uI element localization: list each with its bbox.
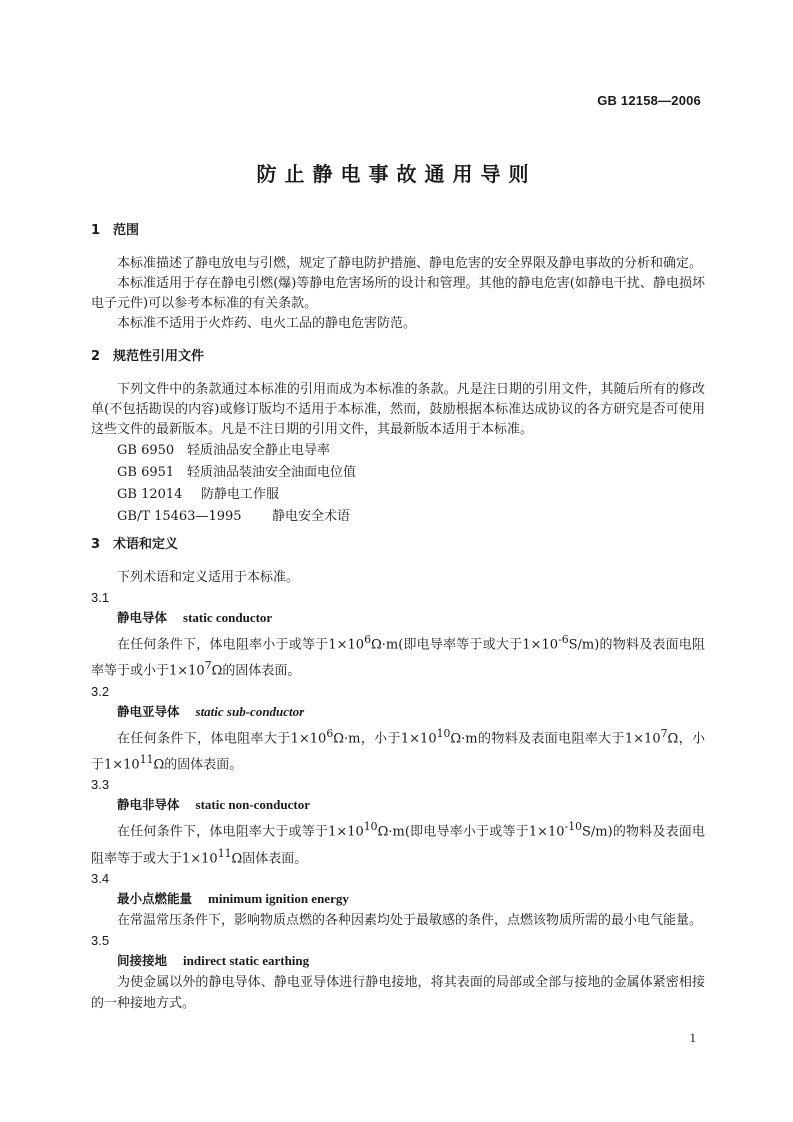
reference-code: GB 6951 — [117, 465, 175, 480]
paragraph: 本标准适用于存在静电引燃(爆)等静电危害场所的设计和管理。其他的静电危害(如静电干扰、静电损坏电子元件)可以参考本标准的有关条款。 — [91, 276, 705, 311]
term-definition: 在任何条件下，体电阻率小于或等于$1\times 10^6\Omega\cdot m$(即电导率等于或大于$1\times 10^{-6}S/m$)的物料及表面电阻率等于或小于$1\times 10^7\Omega$的固体表面。 — [91, 633, 706, 679]
term-heading — [91, 888, 705, 910]
section-number: 2 — [91, 349, 101, 364]
clause-number: 3.5 — [91, 932, 110, 948]
term-zh: 静电导体 — [117, 610, 168, 625]
term-heading — [91, 794, 705, 816]
term-definition: 在任何条件下，体电阻率大于$1\times 10^6\Omega\cdot m$，小于$1\times 10^{10}\Omega\cdot m$的物料及表面电阻率大于$1\times 10^7\Omega$，小于$1\times 10^{11}\Omega$的固体表面。 — [91, 726, 705, 773]
reference-item — [91, 440, 705, 462]
reference-item — [91, 506, 705, 528]
paragraph: 下列文件中的条款通过本标准的引用而成为本标准的条款。凡是注日期的引用文件，其随后所有的修改单(不包括勘误的内容)或修订版均不适用于本标准，然而，鼓励根据本标准达成协议的各方研究是否可使用这些文件的最新版本。凡是不注日期的引用文件，其最新版本适用于本标准。 — [91, 382, 705, 437]
term-zh: 间接接地 — [117, 952, 168, 968]
section-title: 术语和定义 — [113, 537, 179, 552]
term-zh: 静电亚导体 — [117, 703, 180, 719]
term-en: static non-conductor — [195, 797, 310, 813]
reference-name: 防静电工作服 — [201, 487, 280, 502]
term-en: static sub-conductor — [195, 703, 305, 719]
standard-number: GB 12158—2006 — [597, 93, 701, 108]
term-heading — [91, 701, 705, 723]
section-title: 规范性引用文件 — [113, 349, 205, 364]
term-en: indirect static earthing — [183, 952, 310, 968]
term-en: static conductor — [183, 610, 273, 625]
term-en: minimum ignition energy — [208, 890, 349, 906]
term-heading — [91, 607, 705, 629]
document-body — [91, 221, 705, 1014]
section-heading-1 — [91, 221, 705, 241]
paragraph: 下列术语和定义适用于本标准。 — [117, 570, 300, 585]
section-title: 范围 — [113, 223, 140, 238]
term-definition: 在常温常压条件下，影响物质点燃的各种因素均处于最敏感的条件，点燃该物质所需的最小电气能量。 — [117, 912, 703, 928]
term-definition: 在任何条件下，体电阻率大于或等于$1\times 10^{10}\Omega\cdot m$(即电导率小于或等于$1\times 10^{-10}S/m$)的物料及表面电阻率等于或大于$1\times 10^{11}\Omega$固体表面。 — [91, 820, 706, 866]
reference-name: 轻质油品装油安全油面电位值 — [187, 465, 357, 480]
reference-code: GB 6950 — [117, 443, 175, 458]
reference-code: GB/T 15463—1995 — [117, 509, 242, 524]
clause-number: 3.4 — [91, 870, 110, 886]
term-zh: 静电非导体 — [117, 797, 180, 813]
reference-code: GB 12014 — [117, 487, 183, 502]
reference-item — [91, 462, 705, 484]
reference-name: 轻质油品安全静止电导率 — [187, 443, 331, 458]
clause-number: 3.2 — [91, 683, 110, 699]
term-heading — [91, 950, 705, 972]
term-zh: 最小点燃能量 — [117, 890, 193, 906]
paragraph: 本标准不适用于火炸药、电火工品的静电危害防范。 — [117, 316, 417, 331]
section-number: 1 — [91, 223, 101, 238]
page-number: 1 — [689, 1030, 696, 1045]
section-number: 3 — [91, 537, 101, 552]
clause-number: 3.1 — [91, 590, 110, 605]
reference-item — [91, 484, 705, 506]
section-heading-3 — [91, 535, 705, 555]
paragraph: 本标准描述了静电放电与引燃，规定了静电防护措施、静电危害的安全界限及静电事故的分析和确定。 — [117, 256, 703, 271]
document-title: 防止静电事故通用导则 — [256, 162, 537, 186]
clause-number: 3.3 — [91, 777, 110, 793]
reference-name: 静电安全术语 — [272, 509, 351, 524]
section-heading-2 — [91, 347, 705, 367]
term-definition: 为使金属以外的静电导体、静电亚导体进行静电接地，将其表面的局部或全部与接地的金属体紧密相接的一种接地方式。 — [91, 974, 705, 1011]
